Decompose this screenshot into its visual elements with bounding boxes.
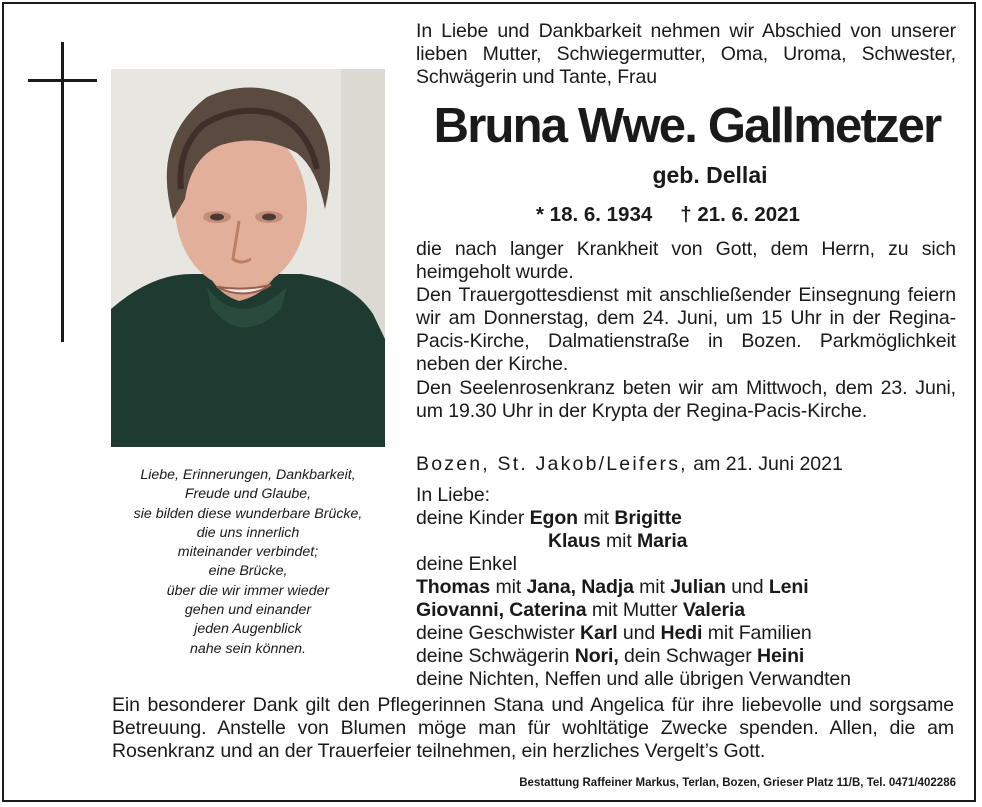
memorial-poem xyxy=(110,466,386,659)
children-line: Klaus mit Maria xyxy=(548,530,688,552)
place: Bozen, St. Jakob/Leifers, xyxy=(416,453,688,475)
poem-line: die uns innerlich xyxy=(196,524,300,541)
in-laws-line: deine Schwägerin Nori, dein Schwager Heini xyxy=(416,645,805,667)
death-date: † 21. 6. 2021 xyxy=(680,203,800,226)
poem-line: Liebe, Erinnerungen, Dankbarkeit, xyxy=(140,467,356,483)
grandchildren-label: deine Enkel xyxy=(416,553,517,575)
body-paragraph: die nach langer Krankheit von Gott, dem Herrn, zu sich heimgeholt wurde. xyxy=(416,238,956,284)
birth-date: * 18. 6. 1934 xyxy=(536,203,653,226)
cross-icon xyxy=(61,42,64,342)
mourners-list xyxy=(416,484,961,691)
cross-icon-bar xyxy=(28,79,97,82)
place-and-date xyxy=(416,453,956,476)
announcement-body xyxy=(416,238,956,423)
grandchildren-line: Giovanni, Caterina mit Mutter Valeria xyxy=(416,599,746,621)
siblings-line: deine Geschwister Karl und Hedi mit Familien xyxy=(416,622,812,644)
poem-line: gehen und einander xyxy=(184,602,312,619)
life-dates xyxy=(536,203,836,227)
maiden-name: geb. Dellai xyxy=(652,162,768,188)
child-name: Egon xyxy=(529,507,578,529)
in-love-line: In Liebe: xyxy=(416,484,490,506)
poem-line: eine Brücke, xyxy=(208,563,288,580)
intro-text: In Liebe und Dankbarkeit nehmen wir Abschied von unserer lieben Mutter, Schwiegermutter, Oma, Uroma, Schwester, Schwägerin und Tante, Frau xyxy=(416,20,956,88)
body-paragraph: Den Seelenrosenkranz beten wir am Mittwoch, dem 23. Juni, um 19.30 Uhr in der Krypta der Regina-Pacis-Kirche. xyxy=(416,376,956,422)
deceased-name: Bruna Wwe. Gallmetzer xyxy=(433,99,941,153)
poem-line: jeden Augenblick xyxy=(194,621,302,638)
poem-line: nahe sein können. xyxy=(190,640,306,657)
body-paragraph: Den Trauergottesdienst mit anschließender Einsegnung feiern wir am Donnerstag, dem 24. Juni, um 15 Uhr in der Regina-Pacis-Kirche, Dalmatienstraße in Bozen. Parkmöglichkeit neben der Kirche. xyxy=(416,284,956,376)
grandchildren-line: Thomas mit Jana, Nadja mit Julian und Leni xyxy=(416,576,809,598)
poem-line: Freude und Glaube, xyxy=(184,486,312,503)
poem-line: miteinander verbindet; xyxy=(177,544,319,561)
announcement-date: am 21. Juni 2021 xyxy=(693,453,843,475)
child-name: Klaus xyxy=(548,530,601,552)
partner-name: Brigitte xyxy=(614,507,682,529)
thanks-text: Ein besonderer Dank gilt den Pflegerinnen Stana und Angelica für ihre liebevolle und sorgsame Betreuung. Anstelle von Blumen möge man für wohltätige Zwecke spenden. Allen, die am Rosenkranz und an der Trauerfeier teilnehmen, ein herzliches Vergelt’s Gott. xyxy=(112,694,954,762)
children-line: deine Kinder Egon mit Brigitte xyxy=(416,507,682,529)
undertaker-info: Bestattung Raffeiner Markus, Terlan, Bozen, Grieser Platz 11/B, Tel. 0471/402286 xyxy=(519,777,956,789)
portrait-photo xyxy=(111,69,385,447)
poem-line: über die wir immer wieder xyxy=(166,582,330,599)
partner-name: Maria xyxy=(636,530,688,552)
poem-line: sie bilden diese wunderbare Brücke, xyxy=(133,505,363,522)
relatives-line: deine Nichten, Neffen und alle übrigen Verwandten xyxy=(416,668,851,690)
